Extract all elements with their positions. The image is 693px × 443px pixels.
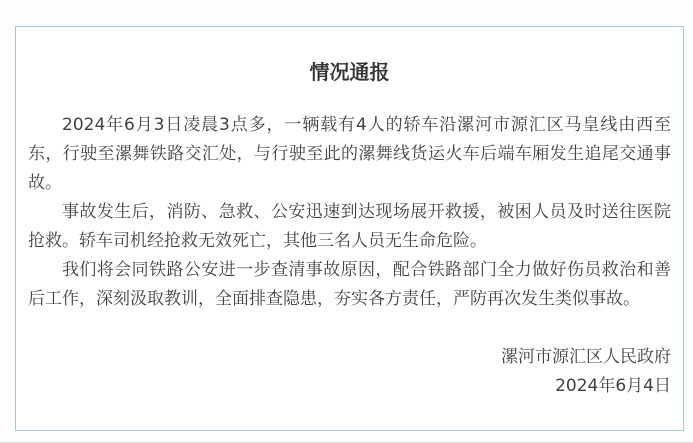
notice-paragraph-1: 2024年6月3日凌晨3点多，一辆载有4人的轿车沿漯河市源汇区马皇线由西至东，行驶至漯舞铁路交汇处，与行驶至此的漯舞线货运火车后端车厢发生追尾交通事故。: [28, 115, 671, 193]
notice-title: 情况通报: [309, 60, 390, 84]
issue-date: 2024年6月4日: [555, 376, 671, 396]
issuer-signature: 漯河市源汇区人民政府: [501, 347, 671, 367]
notice-paragraph-2: 事故发生后，消防、急救、公安迅速到达现场展开救援，被困人员及时送往医院抢救。轿车司机经抢救无效死亡，其他三名人员无生命危险。: [28, 202, 671, 251]
notice-sign-block: [28, 343, 671, 401]
notice-body: [28, 111, 671, 314]
notice-paragraph-3: 我们将会同铁路公安进一步查清事故原因，配合铁路部门全力做好伤员救治和善后工作，深刻汲取教训，全面排查隐患，夯实各方责任，严防再次发生类似事故。: [28, 260, 671, 309]
notice-document: [15, 26, 684, 431]
